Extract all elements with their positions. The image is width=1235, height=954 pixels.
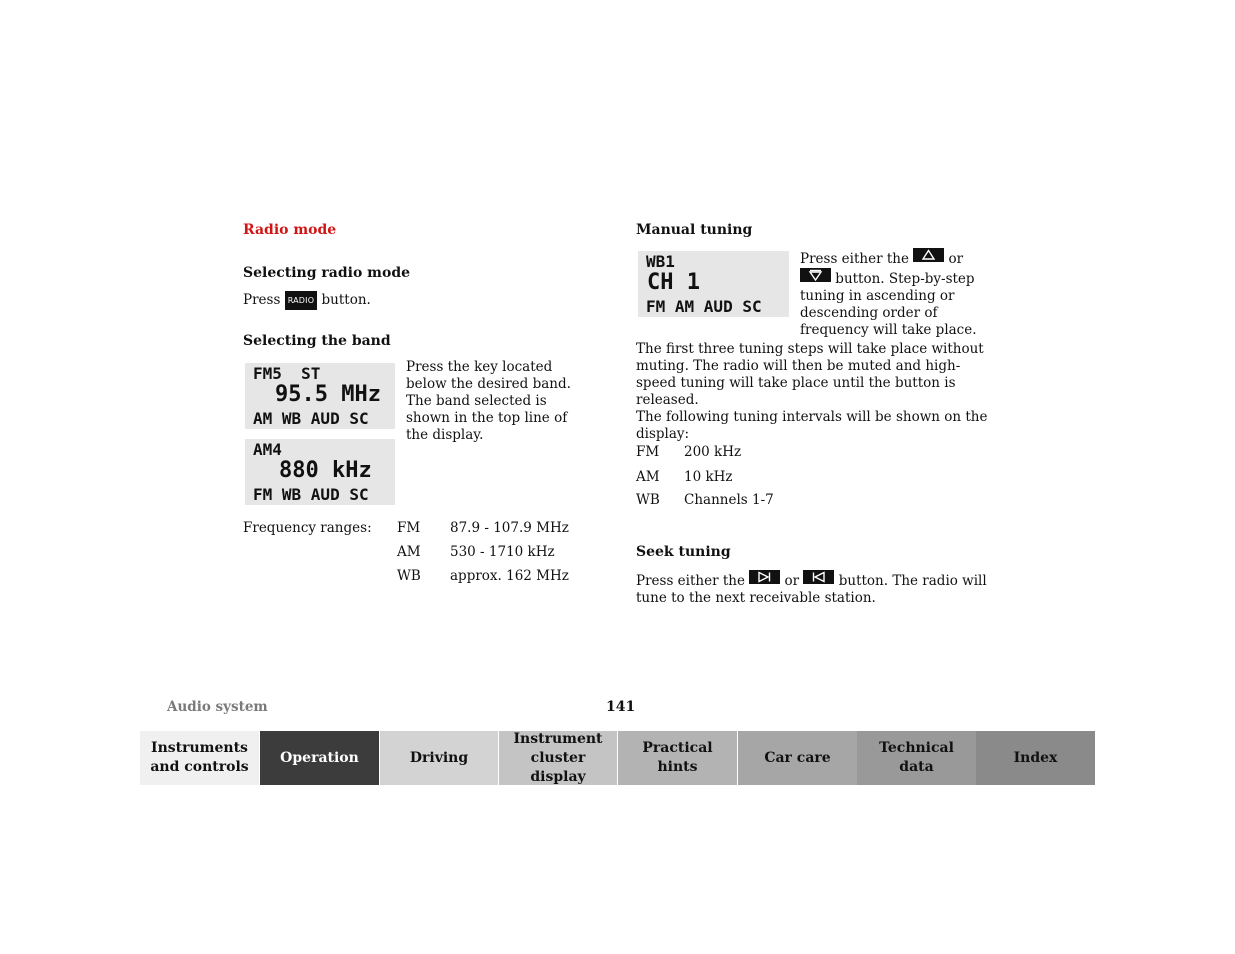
nav-tab-instruments-and-controls[interactable]	[140, 731, 259, 785]
nav-tab-driving[interactable]	[380, 731, 498, 785]
press-either-text: Press either the	[800, 251, 909, 267]
nav-tab-index[interactable]	[976, 731, 1095, 785]
nav-tab-label: Index	[1013, 749, 1058, 766]
select-mode-heading: Selecting radio mode	[243, 265, 411, 281]
muting-text: The first three tuning steps will take place without muting. The radio will then be muted and high-speed tuning will take place until the button is released.	[636, 341, 984, 408]
freq-row-band: AM	[397, 544, 421, 560]
nav-tab-label: Driving	[409, 749, 469, 766]
page-number: 141	[606, 699, 636, 715]
interval-row-band: AM	[636, 469, 660, 485]
band-heading: Selecting the band	[243, 333, 391, 349]
display-line-softkeys: FM AM AUD SC	[646, 297, 762, 316]
interval-row-value: 10 kHz	[684, 469, 733, 485]
nav-tab-label: Instrument cluster display	[513, 730, 603, 785]
seek-back-icon	[803, 570, 834, 584]
band-description: Press the key located below the desired band. The band selected is shown in the top line of the display.	[406, 359, 571, 443]
radio-display-am	[245, 439, 395, 505]
triangle-down-icon	[800, 268, 831, 282]
display-line-band: WB1	[646, 252, 675, 271]
interval-row-band: FM	[636, 444, 660, 460]
or-text: or	[948, 251, 964, 267]
manual-tuning-paragraph	[636, 341, 996, 443]
manual-tuning-rest: button. Step-by-step tuning in ascending or descending order of frequency will take place.	[800, 271, 977, 338]
triangle-up-icon	[913, 248, 944, 262]
nav-tab-label: Technical data	[879, 740, 954, 775]
manual-tuning-text	[800, 248, 995, 339]
nav-tab-car-care[interactable]	[738, 731, 857, 785]
nav-tab-practical-hints[interactable]	[618, 731, 737, 785]
nav-tab-label: Operation	[280, 749, 359, 766]
press-either-text: Press either the	[636, 573, 745, 589]
section-title: Radio mode	[243, 222, 337, 238]
seek-tuning-heading: Seek tuning	[636, 544, 731, 560]
seek-tuning-rest: button. The radio will tune to the next receivable station.	[636, 573, 987, 606]
press-prefix: Press	[243, 292, 281, 308]
or-text: or	[784, 573, 800, 589]
manual-tuning-heading: Manual tuning	[636, 222, 753, 238]
footer-section-name: Audio system	[167, 699, 268, 715]
press-suffix: button.	[321, 292, 371, 308]
display-line-frequency: 880 kHz	[279, 458, 372, 483]
display-line-band: FM5 ST	[253, 364, 321, 383]
nav-tab-instrument-cluster-display[interactable]	[499, 731, 617, 785]
display-line-softkeys: FM WB AUD SC	[253, 485, 369, 504]
display-line-band: AM4	[253, 440, 282, 459]
seek-tuning-text	[636, 570, 996, 607]
nav-tab-operation[interactable]	[260, 731, 379, 785]
nav-tab-technical-data[interactable]	[857, 731, 976, 785]
freq-row-range: 87.9 - 107.9 MHz	[450, 520, 569, 536]
freq-row-range: approx. 162 MHz	[450, 568, 569, 584]
press-radio-line	[243, 291, 371, 310]
radio-display-fm	[245, 363, 395, 429]
display-line-frequency: 95.5 MHz	[275, 382, 381, 407]
freq-label: Frequency ranges:	[243, 520, 372, 536]
nav-tab-label: Car care	[764, 749, 831, 766]
intervals-intro: The following tuning intervals will be shown on the display:	[636, 409, 988, 442]
nav-tab-label: Instruments and controls	[150, 740, 249, 775]
interval-row-value: Channels 1-7	[684, 492, 774, 508]
interval-row-value: 200 kHz	[684, 444, 742, 460]
nav-tab-label: Practical hints	[642, 740, 713, 775]
freq-row-band: WB	[397, 568, 421, 584]
radio-key-icon: RADIO	[285, 291, 318, 310]
freq-row-range: 530 - 1710 kHz	[450, 544, 555, 560]
freq-row-band: FM	[397, 520, 421, 536]
interval-row-band: WB	[636, 492, 660, 508]
display-line-channel: CH 1	[647, 270, 700, 295]
radio-display-wb	[638, 251, 789, 317]
display-line-softkeys: AM WB AUD SC	[253, 409, 369, 428]
seek-forward-icon	[749, 570, 780, 584]
